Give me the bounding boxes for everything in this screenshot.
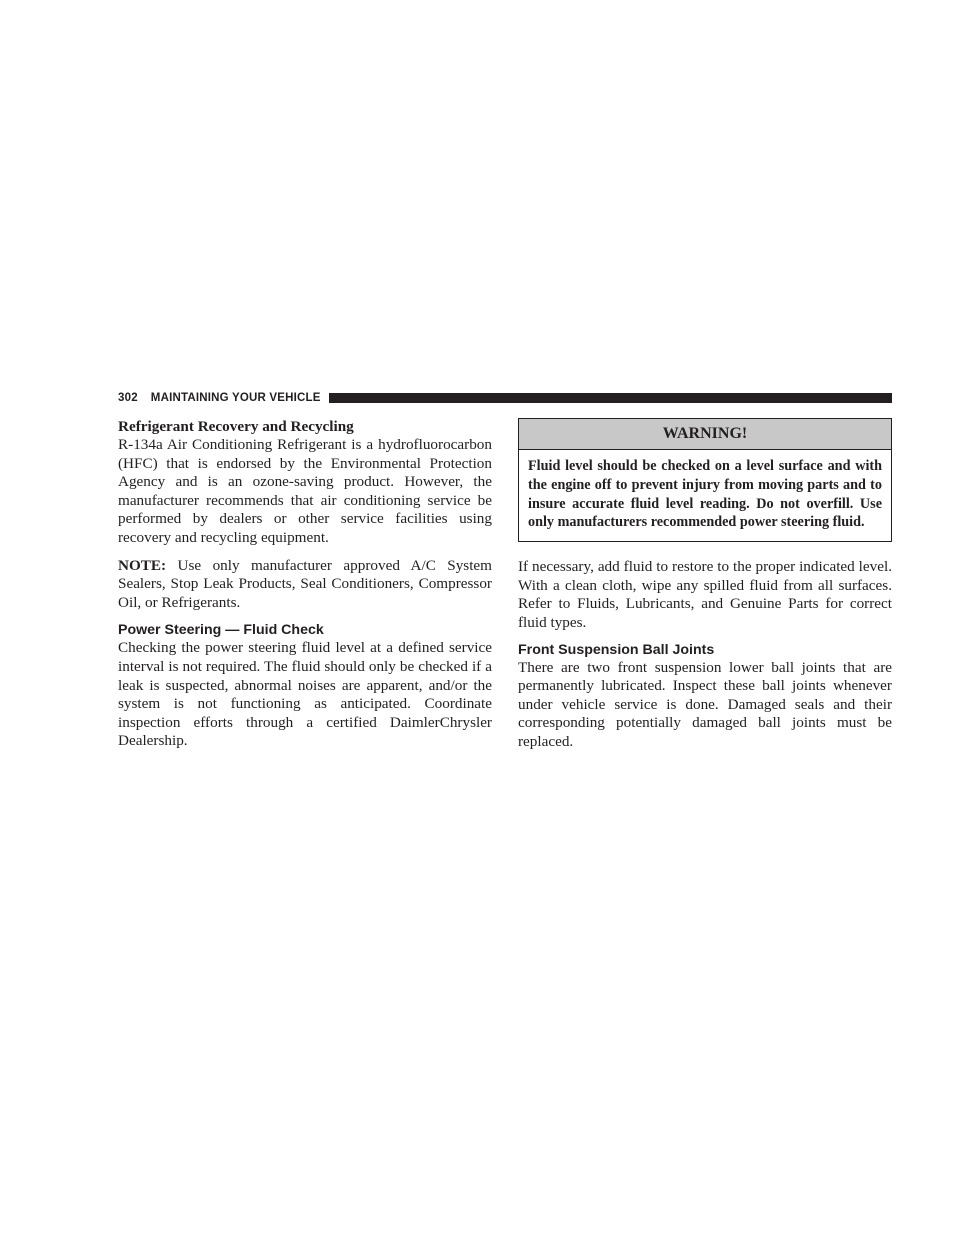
warning-box bbox=[518, 418, 892, 542]
refrigerant-paragraph: R-134a Air Conditioning Refrigerant is a hydrofluorocarbon (HFC) that is endorsed by the Environmental Protection Agency and is an ozone-saving product. However, the manufacturer recommends that air conditioning service be performed by dealers or other service facilities using recovery and recycling equipment. bbox=[118, 436, 492, 546]
power-steering-paragraph: Checking the power steering fluid level at a defined service interval is not required. The fluid should only be checked if a leak is suspected, abnormal noises are apparent, and/or the system is not functioning as anticipated. Coordinate inspection efforts through a certified DaimlerChrysler Dealership. bbox=[118, 639, 492, 750]
warning-text: Fluid level should be checked on a level surface and with the engine off to prevent injury from moving parts and to insure accurate fluid level reading. Do not overfill. Use only manufacturers recommended power steering fluid. bbox=[528, 458, 882, 531]
ball-joints-paragraph: There are two front suspension lower ball joints that are permanently lubricated. Inspect these ball joints whenever under vehicle service is done. Damaged seals and their corresponding potentially damaged ball joints must be replaced. bbox=[518, 658, 892, 750]
page-number: 302 bbox=[118, 392, 138, 404]
note-text: Use only manufacturer approved A/C System Sealers, Stop Leak Products, Seal Conditioners, Compressor Oil, or Refrigerants. bbox=[118, 556, 492, 611]
ball-joints-heading: Front Suspension Ball Joints bbox=[518, 641, 715, 658]
right-column bbox=[518, 417, 892, 752]
refrigerant-heading: Refrigerant Recovery and Recycling bbox=[118, 418, 354, 435]
left-column bbox=[118, 417, 492, 751]
header-rule bbox=[329, 393, 892, 403]
note-paragraph bbox=[118, 557, 492, 613]
page-header bbox=[118, 390, 892, 406]
section-title: MAINTAINING YOUR VEHICLE bbox=[150, 392, 321, 404]
fluid-paragraph: If necessary, add fluid to restore to the proper indicated level. With a clean cloth, wipe any spilled fluid from all surfaces. Refer to Fluids, Lubricants, and Genuine Parts for correct fluid types. bbox=[518, 558, 892, 631]
note-label: NOTE: bbox=[118, 556, 167, 574]
warning-title: WARNING! bbox=[519, 419, 891, 450]
power-steering-heading: Power Steering — Fluid Check bbox=[118, 622, 324, 639]
